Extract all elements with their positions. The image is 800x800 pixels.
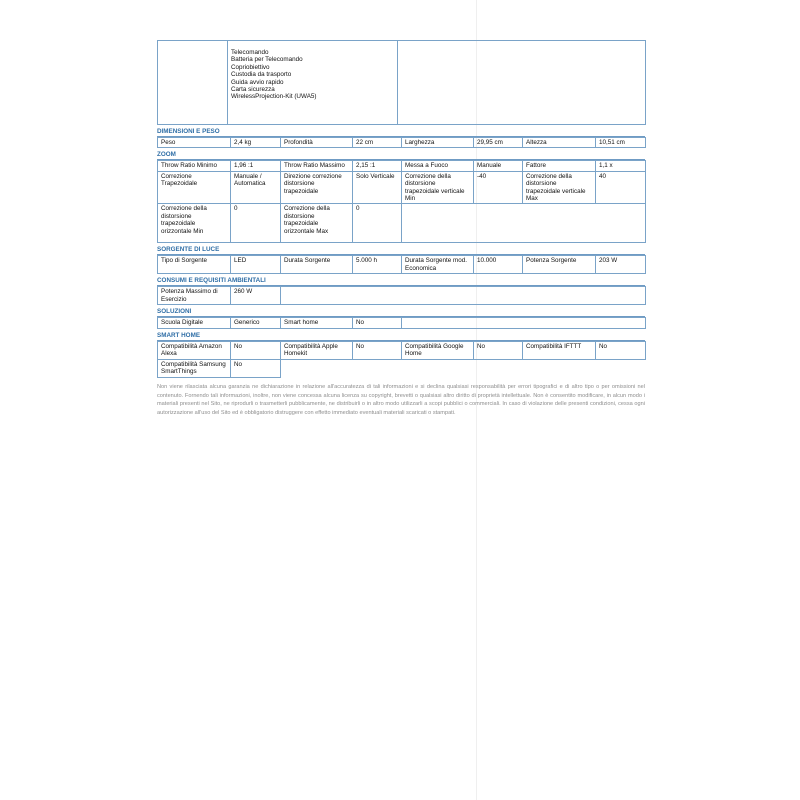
accessories-empty-cell-right bbox=[398, 41, 646, 125]
table-cell: Compatibilità IFTTT bbox=[523, 341, 596, 359]
table-cell: 2,15 :1 bbox=[353, 161, 402, 171]
table-cell: Throw Ratio Minimo bbox=[158, 161, 231, 171]
table-cell: No bbox=[474, 341, 523, 359]
table-row bbox=[158, 341, 646, 359]
table-cell: Smart home bbox=[281, 318, 353, 328]
table-cell: Messa a Fuoco bbox=[402, 161, 474, 171]
section-title-zoom: ZOOM bbox=[157, 151, 645, 160]
table-cell: Generico bbox=[231, 318, 281, 328]
zoom-table bbox=[157, 160, 646, 243]
label-larghezza: Larghezza bbox=[402, 138, 474, 148]
table-cell: Compatibilità Apple Homekit bbox=[281, 341, 353, 359]
table-row bbox=[158, 138, 646, 148]
sorgente-table bbox=[157, 255, 646, 274]
section-title-smart-home: SMART HOME bbox=[157, 332, 645, 341]
table-row bbox=[158, 359, 646, 377]
value-peso: 2,4 kg bbox=[231, 138, 281, 148]
table-row bbox=[158, 287, 646, 305]
value-profondita: 22 cm bbox=[353, 138, 402, 148]
table-cell: Compatibilità Amazon Alexa bbox=[158, 341, 231, 359]
dimensioni-table bbox=[157, 137, 646, 148]
table-cell: 0 bbox=[231, 204, 281, 243]
label-potenza-esercizio: Potenza Massimo di Esercizio bbox=[158, 287, 231, 305]
table-cell: Direzione correzione distorsione trapezoidale bbox=[281, 171, 353, 204]
table-cell: Correzione della distorsione trapezoidale orizzontale Min bbox=[158, 204, 231, 243]
label-peso: Peso bbox=[158, 138, 231, 148]
table-row bbox=[158, 171, 646, 204]
table-row bbox=[158, 318, 646, 328]
table-cell: 40 bbox=[596, 171, 646, 204]
table-cell-empty bbox=[402, 318, 646, 328]
spec-sheet bbox=[157, 40, 645, 418]
table-row bbox=[158, 256, 646, 274]
table-cell: -40 bbox=[474, 171, 523, 204]
table-cell: Compatibilità Google Home bbox=[402, 341, 474, 359]
smart-home-table bbox=[157, 341, 646, 378]
table-cell: 5.000 h bbox=[353, 256, 402, 274]
table-cell: 203 W bbox=[596, 256, 646, 274]
table-cell-empty bbox=[281, 359, 646, 377]
table-cell: Correzione Trapezoidale bbox=[158, 171, 231, 204]
table-cell: No bbox=[353, 341, 402, 359]
table-cell: Scuola Digitale bbox=[158, 318, 231, 328]
table-cell: Fattore bbox=[523, 161, 596, 171]
accessories-empty-cell bbox=[158, 41, 228, 125]
table-cell: No bbox=[231, 359, 281, 377]
table-cell: No bbox=[353, 318, 402, 328]
table-cell: No bbox=[231, 341, 281, 359]
table-cell: Tipo di Sorgente bbox=[158, 256, 231, 274]
table-cell-empty bbox=[402, 204, 646, 243]
table-row bbox=[158, 204, 646, 243]
table-cell: Compatibilità Samsung SmartThings bbox=[158, 359, 231, 377]
table-cell: Correzione della distorsione trapezoidale orizzontale Max bbox=[281, 204, 353, 243]
table-cell-empty bbox=[281, 287, 646, 305]
table-cell: 1,96 :1 bbox=[231, 161, 281, 171]
table-cell: No bbox=[596, 341, 646, 359]
accessories-table bbox=[157, 40, 646, 125]
table-cell: Manuale / Automatica bbox=[231, 171, 281, 204]
disclaimer-text: Non viene rilasciata alcuna garanzia ne dichiarazione in relazione all'accuratezza di tali informazioni e si declina qualsiasi responsabilità per errori tipografici e di altro tipo o per omissioni nel contenuto. Fornendo tali informazioni, inoltre, non viene concessa alcuna licenza su copyright, brevetti o qualsiasi altro diritto di proprietà intellettuale. Non è consentito modificare, in alcun modo i materiali presenti nel Sito, ne riprodurli o trasmetterli pubblicamente, ne distribuirli o in altro modo utilizzarli a scopi pubblici o commerciali. In caso di violazione delle presenti condizioni, cessa ogni autorizzazione all'uso del Sito ed è obbligatorio distruggere con effetto immediato eventuali materiali scaricati o stampati. bbox=[157, 383, 645, 417]
table-cell: 1,1 x bbox=[596, 161, 646, 171]
consumi-table bbox=[157, 286, 646, 305]
table-cell: Solo Verticale bbox=[353, 171, 402, 204]
accessories-list: Telecomando Batteria per Telecomando Copriobiettivo Custodia da trasporto Guida avvio rapido Carta sicurezza WirelessProjection-Kit (UWA5) bbox=[228, 41, 398, 125]
table-cell: 10.000 bbox=[474, 256, 523, 274]
table-cell: Durata Sorgente mod. Economica bbox=[402, 256, 474, 274]
table-cell: LED bbox=[231, 256, 281, 274]
table-cell: Manuale bbox=[474, 161, 523, 171]
value-potenza-esercizio: 260 W bbox=[231, 287, 281, 305]
table-cell: Correzione della distorsione trapezoidale verticale Min bbox=[402, 171, 474, 204]
value-altezza: 10,51 cm bbox=[596, 138, 646, 148]
section-title-sorgente: SORGENTE DI LUCE bbox=[157, 246, 645, 255]
table-cell: Throw Ratio Massimo bbox=[281, 161, 353, 171]
section-title-soluzioni: SOLUZIONI bbox=[157, 308, 645, 317]
soluzioni-table bbox=[157, 317, 646, 328]
section-title-dimensioni: DIMENSIONI E PESO bbox=[157, 128, 645, 137]
value-larghezza: 29,95 cm bbox=[474, 138, 523, 148]
table-row bbox=[158, 161, 646, 171]
label-profondita: Profondità bbox=[281, 138, 353, 148]
section-title-consumi: CONSUMI E REQUISITI AMBIENTALI bbox=[157, 277, 645, 286]
table-cell: 0 bbox=[353, 204, 402, 243]
table-cell: Correzione della distorsione trapezoidale verticale Max bbox=[523, 171, 596, 204]
table-cell: Potenza Sorgente bbox=[523, 256, 596, 274]
table-cell: Durata Sorgente bbox=[281, 256, 353, 274]
label-altezza: Altezza bbox=[523, 138, 596, 148]
